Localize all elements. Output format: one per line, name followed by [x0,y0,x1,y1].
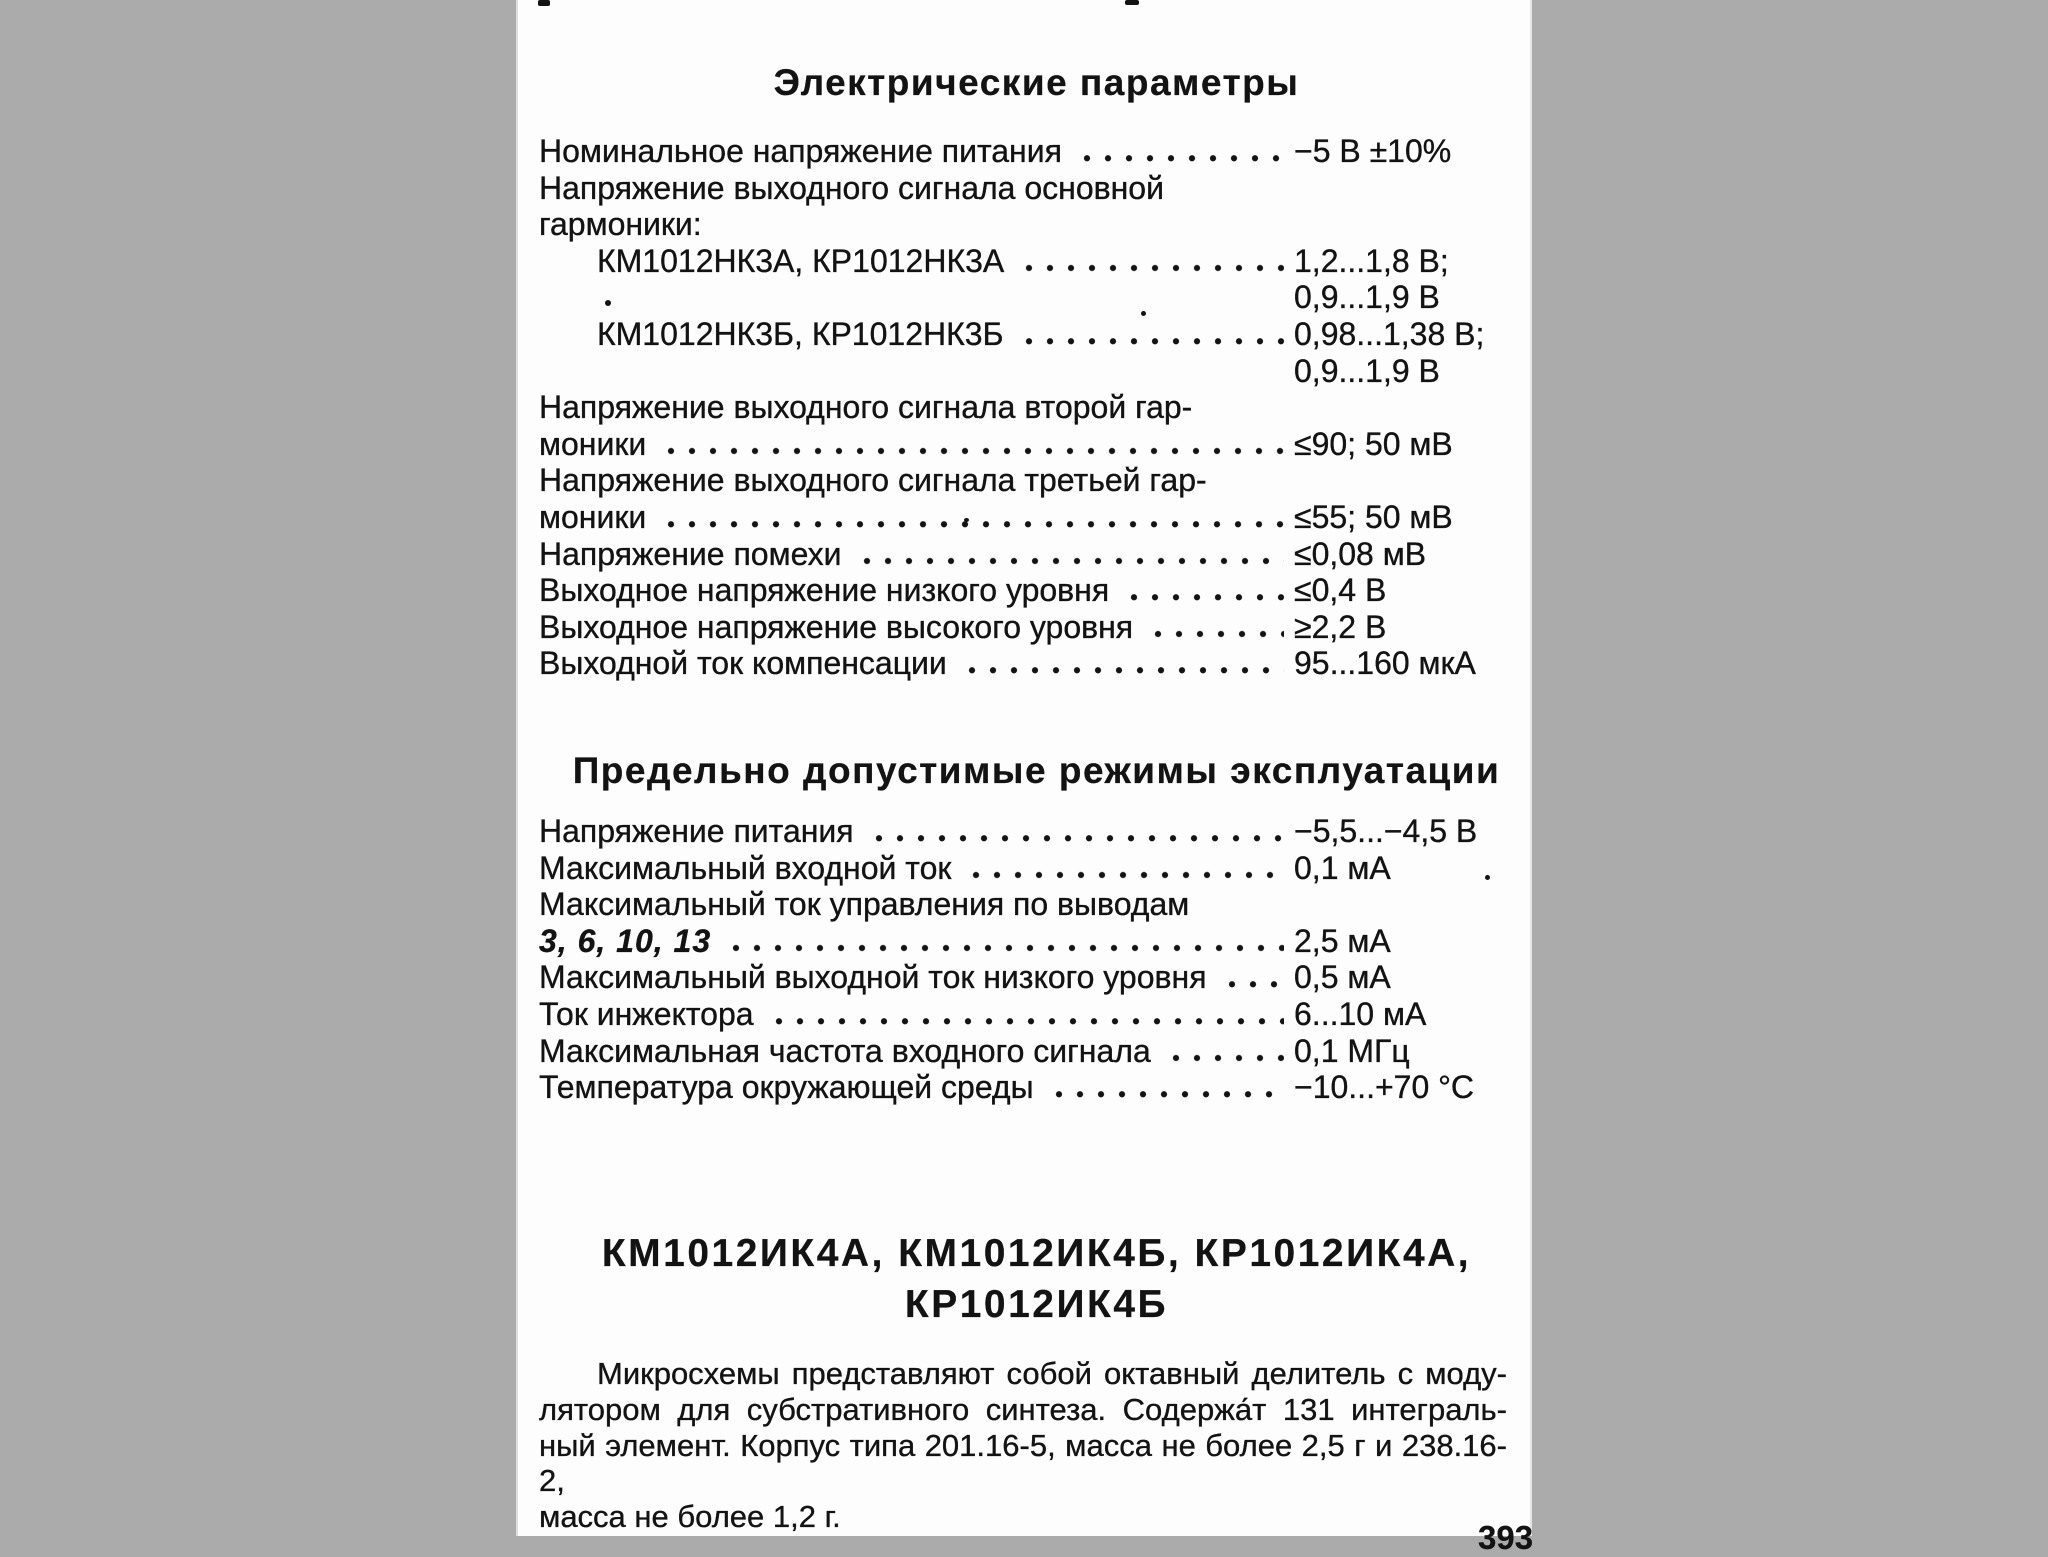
spec-row [539,923,1534,960]
spec-row [539,996,1534,1033]
param-value: −5 В ±10% [1294,133,1452,169]
spec-row [539,813,1534,850]
spec-row [539,850,1534,887]
spec-row [539,645,1534,682]
param-label: КМ1012НК3Б, КР1012НК3Б [597,315,1004,352]
spec-row [539,609,1534,646]
page-number: 393 [1478,1519,1534,1556]
param-value: 95...160 мкА [1294,645,1476,682]
param-value: −5,5...−4,5 В [1294,813,1478,849]
dot-leader [1221,959,1284,996]
spec-row [539,389,1534,426]
spec-row [539,886,1534,923]
dot-leader [1123,572,1284,609]
section-title-limit-operating-modes: Предельно допустимые режимы эксплуатации [572,750,1501,791]
param-value: 6...10 мА [1294,995,1427,1032]
param-label: Напряжение выходного сигнала третьей гар- [539,462,1207,499]
spec-row [539,1069,1534,1106]
dot-leader [961,645,1284,682]
spec-row [539,462,1534,499]
cut-off-character-mark [1125,0,1139,5]
param-label: Выходное напряжение высокого уровня [539,608,1134,645]
param-value: 0,5 мА [1294,959,1391,996]
param-label: Температура окружающей среды [539,1069,1034,1106]
param-label: Выходной ток компенсации [539,645,947,682]
dot-leader [856,536,1284,573]
param-value: 0,9...1,9 В [1294,279,1440,316]
paragraph-line: ный элемент. Корпус типа 201.16-5, масса не более 2,5 г и 238.16-2, [539,1427,1507,1499]
ink-speck [605,300,611,306]
param-value: 2,5 мА [1294,922,1391,959]
spec-row [539,279,1534,316]
param-value: ≤55; 50 мВ [1294,498,1453,535]
spec-row [539,316,1534,353]
param-value: 0,98...1,38 В; [1294,315,1485,352]
param-value: 0,1 МГц [1294,1032,1410,1069]
section-title-electrical-parameters: Электрические параметры [773,62,1300,103]
chip-family-heading-line1: КМ1012ИК4А, КМ1012ИК4Б, КР1012ИК4А, [601,1232,1472,1275]
spec-row [539,243,1534,280]
param-value: −10...+70 °С [1294,1069,1475,1106]
param-label: Напряжение помехи [539,535,842,572]
param-value: ≤90; 50 мВ [1294,425,1453,462]
dot-leader [1165,1033,1284,1070]
ink-speck [964,518,969,522]
param-label: 3, 6, 10, 13 [539,922,712,959]
param-label: КМ1012НК3А, КР1012НК3А [597,242,1005,279]
spec-row [539,133,1534,170]
dot-leader [660,426,1284,463]
param-label: Максимальный входной ток [539,849,952,886]
cut-off-character-mark [538,0,550,6]
spec-row [539,959,1534,996]
param-label: моники [539,498,647,535]
dot-leader [1018,316,1284,353]
param-label: Выходное напряжение низкого уровня [539,572,1110,609]
param-value: ≥2,2 В [1294,608,1387,645]
chip-family-heading-line2: КР1012ИК4Б [904,1283,1169,1326]
param-label: моники [539,425,647,462]
dot-leader [868,813,1284,850]
param-value: 0,9...1,9 В [1294,352,1440,389]
paragraph-line: масса не более 1,2 г. [539,1499,841,1535]
param-label: Максимальный ток управления по выводам [539,886,1190,923]
ink-speck [1141,311,1146,316]
param-value: 1,2...1,8 В; [1294,242,1449,279]
spec-row [539,353,1534,390]
dot-leader [725,923,1284,960]
dot-leader [1048,1069,1284,1106]
dot-leader [1076,133,1284,170]
param-label: Максимальная частота входного сигнала [539,1032,1151,1069]
limit-operating-modes-list [539,813,1534,1106]
param-label: Номинальное напряжение питания [539,133,1062,169]
spec-row [539,170,1534,207]
spec-row [539,499,1534,536]
param-label: Ток инжектора [539,995,754,1032]
param-label: Напряжение выходного сигнала основной [539,169,1164,206]
paragraph-line: Микросхемы представляют собой октавный делитель с моду- [597,1356,1507,1391]
param-value: 0,1 мА [1294,849,1391,886]
ink-speck [1485,875,1490,880]
paragraph-line: лятором для субстративного синтеза. Содержа́т 131 интеграль- [539,1391,1507,1427]
spec-row [539,572,1534,609]
param-value: ≤0,08 мВ [1294,535,1427,572]
book-page [516,0,1534,1556]
param-value: ≤0,4 В [1294,572,1387,609]
dot-leader [768,996,1284,1033]
spec-row [539,1033,1534,1070]
chip-family-heading [539,1228,1534,1330]
param-label: гармоники: [539,206,702,243]
param-label: Максимальный выходной ток низкого уровня [539,959,1207,996]
spec-row [539,206,1534,243]
spec-row [539,536,1534,573]
param-label: Напряжение питания [539,813,854,849]
dot-leader [1018,243,1284,280]
dot-leader [660,499,1284,536]
param-label: Напряжение выходного сигнала второй гар- [539,389,1193,426]
spec-row [539,426,1534,463]
dot-leader [1147,609,1284,646]
electrical-parameters-list [539,133,1534,682]
dot-leader [965,850,1284,887]
description-paragraph [539,1356,1507,1535]
